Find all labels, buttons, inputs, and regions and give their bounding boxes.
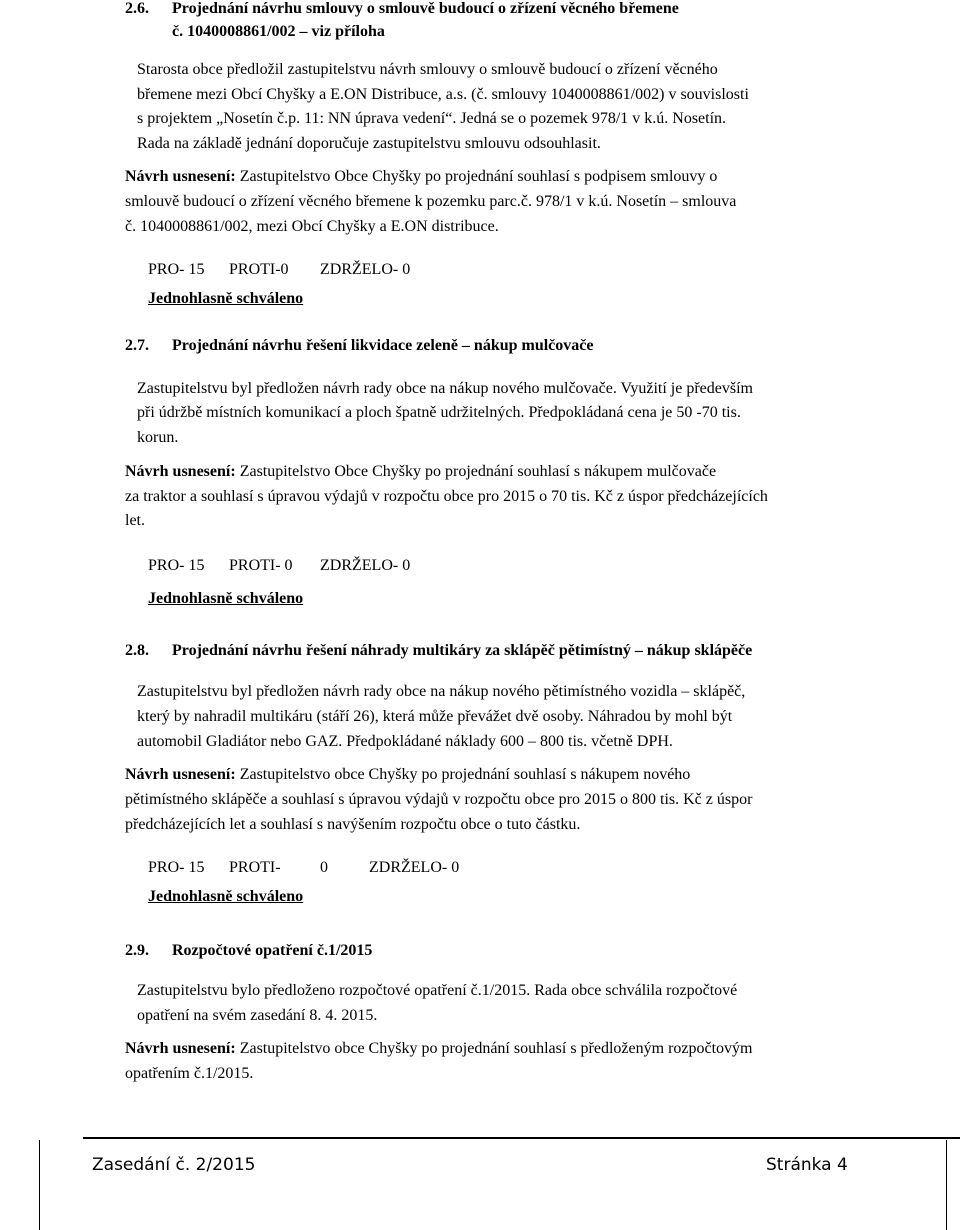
footer-left: Zasedání č. 2/2015 — [92, 1155, 256, 1175]
footer-page-number: Stránka 4 — [766, 1155, 848, 1175]
proposal-text: Zastupitelstvo Obce Chyšky po projednání souhlasí s nákupem mulčovače — [235, 463, 717, 480]
footer-rule — [83, 1137, 960, 1139]
paragraph-line: při údržbě místních komunikací a ploch špatně udržitelných. Předpokládaná cena je 50 -70 tis. — [137, 404, 741, 421]
approved-label: Jednohlasně schváleno — [148, 888, 304, 905]
vote-proti: PROTI-0 — [229, 261, 289, 278]
vote-pro: PRO- 15 — [148, 557, 205, 574]
proposal-line: smlouvě budoucí o zřízení věcného břemene k pozemku parc.č. 978/1 v k.ú. Nosetín – smlouva — [125, 193, 737, 210]
proposal-line — [125, 463, 716, 481]
section-number: 2.9. — [125, 942, 149, 959]
vote-proti: PROTI- 0 — [229, 557, 293, 574]
paragraph-line: břemene mezi Obcí Chyšky a E.ON Distribuce, a.s. (č. smlouvy 1040008861/002) v souvislosti — [137, 86, 749, 103]
proposal-text: Zastupitelstvo Obce Chyšky po projednání souhlasí s podpisem smlouvy o — [235, 168, 718, 185]
proposal-line — [125, 1040, 752, 1058]
section-title: Projednání návrhu smlouvy o smlouvě budoucí o zřízení věcného břemene — [172, 0, 679, 17]
proposal-line: předcházejících let a souhlasí s navýšením rozpočtu obce o tuto částku. — [125, 816, 581, 833]
proposal-label: Návrh usnesení: — [125, 168, 236, 185]
proposal-label: Návrh usnesení: — [125, 463, 236, 480]
approved-label: Jednohlasně schváleno — [148, 290, 304, 307]
paragraph-line: který by nahradil multikáru (stáří 26), která může převážet dvě osoby. Náhradou by mohl být — [137, 708, 733, 725]
paragraph-line: s projektem „Nosetín č.p. 11: NN úprava vedení“. Jedná se o pozemek 978/1 v k.ú. Nosetín. — [137, 110, 727, 127]
vote-zdrzelo: ZDRŽELO- 0 — [369, 859, 460, 876]
proposal-label: Návrh usnesení: — [125, 1040, 236, 1057]
section-title: Projednání návrhu řešení likvidace zeleně – nákup mulčovače — [172, 337, 594, 354]
page-border-right — [946, 1140, 947, 1230]
paragraph-line: automobil Gladiátor nebo GAZ. Předpokládané náklady 600 – 800 tis. včetně DPH. — [137, 733, 673, 750]
section-title-cont: č. 1040008861/002 – viz příloha — [172, 23, 385, 40]
section-number: 2.6. — [125, 0, 149, 17]
section-number: 2.7. — [125, 337, 149, 354]
proposal-line: č. 1040008861/002, mezi Obcí Chyšky a E.ON distribuce. — [125, 218, 499, 235]
paragraph-line: Zastupitelstvu bylo předloženo rozpočtové opatření č.1/2015. Rada obce schválila rozpočtové — [137, 982, 738, 999]
paragraph-line: Zastupitelstvu byl předložen návrh rady obce na nákup nového mulčovače. Využití je především — [137, 380, 753, 397]
proposal-label: Návrh usnesení: — [125, 766, 236, 783]
proposal-line: za traktor a souhlasí s úpravou výdajů v rozpočtu obce pro 2015 o 70 tis. Kč z úspor předcházejících — [125, 488, 768, 505]
proposal-line — [125, 766, 690, 784]
page-border-left — [39, 1140, 40, 1230]
paragraph-line: Starosta obce předložil zastupitelstvu návrh smlouvy o smlouvě budoucí o zřízení věcného — [137, 61, 718, 78]
vote-zdrzelo: ZDRŽELO- 0 — [320, 261, 411, 278]
paragraph-line: Rada na základě jednání doporučuje zastupitelstvu smlouvu odsouhlasit. — [137, 135, 601, 152]
proposal-text: Zastupitelstvo obce Chyšky po projednání souhlasí s nákupem nového — [235, 766, 691, 783]
vote-zdrzelo: ZDRŽELO- 0 — [320, 557, 411, 574]
vote-pro: PRO- 15 — [148, 261, 205, 278]
proposal-line — [125, 168, 717, 186]
paragraph-line: Zastupitelstvu byl předložen návrh rady obce na nákup nového pětimístného vozidla – sklápěč, — [137, 683, 746, 700]
vote-proti-value: 0 — [320, 859, 328, 876]
proposal-line: opatřením č.1/2015. — [125, 1065, 254, 1082]
section-number: 2.8. — [125, 642, 149, 659]
approved-label: Jednohlasně schváleno — [148, 590, 304, 607]
vote-proti: PROTI- — [229, 859, 281, 876]
proposal-line: pětimístného sklápěče a souhlasí s úpravou výdajů v rozpočtu obce pro 2015 o 800 tis. Kč z úspor — [125, 791, 753, 808]
proposal-text: Zastupitelstvo obce Chyšky po projednání souhlasí s předloženým rozpočtovým — [235, 1040, 753, 1057]
section-title: Projednání návrhu řešení náhrady multikáry za sklápěč pětimístný – nákup sklápěče — [172, 642, 753, 659]
paragraph-line: korun. — [137, 429, 179, 446]
proposal-line: let. — [125, 512, 145, 529]
section-title: Rozpočtové opatření č.1/2015 — [172, 942, 373, 959]
vote-pro: PRO- 15 — [148, 859, 205, 876]
paragraph-line: opatření na svém zasedání 8. 4. 2015. — [137, 1007, 378, 1024]
